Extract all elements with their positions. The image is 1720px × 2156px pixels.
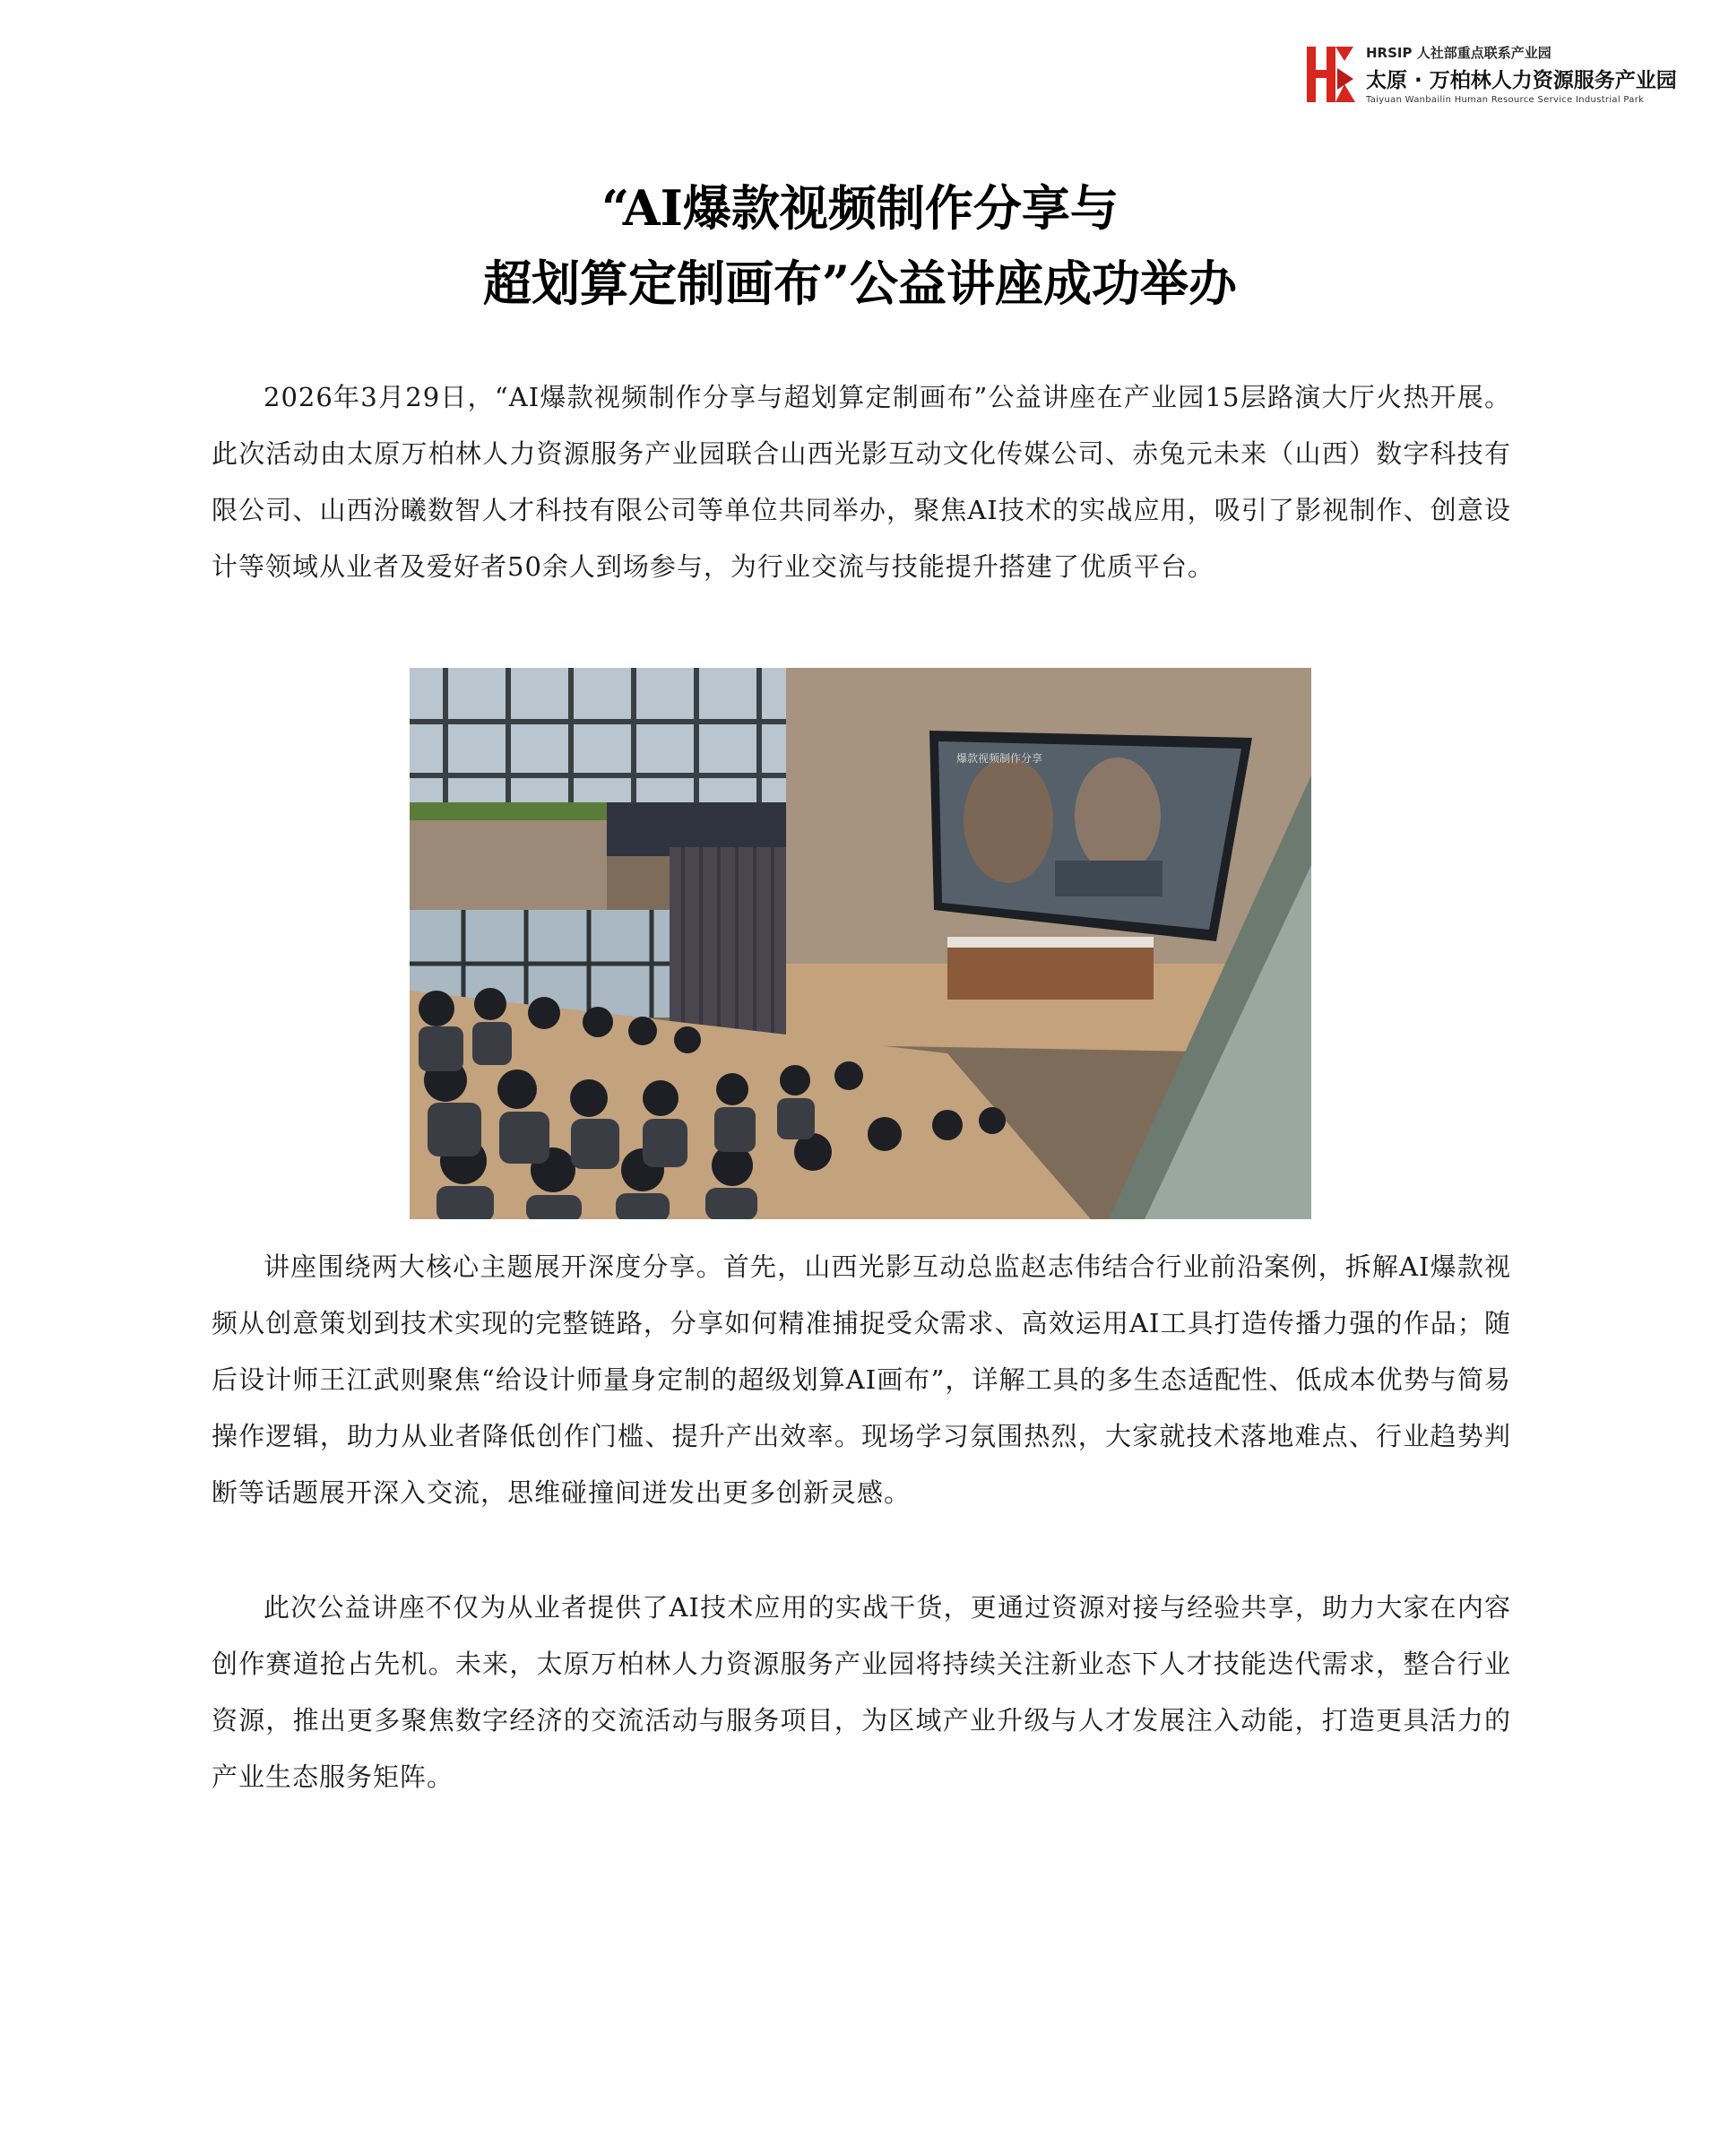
- header-logo: [1305, 43, 1681, 108]
- event-photo: [410, 668, 1311, 1219]
- logo-line2: 太原 · 万柏林人力资源服务产业园: [1366, 69, 1677, 92]
- article-title: [0, 170, 1720, 321]
- paragraph-3: 此次公益讲座不仅为从业者提供了AI技术应用的实战干货，更通过资源对接与经验共享，助力大家在内容创作赛道抢占先机。未来，太原万柏林人力资源服务产业园将持续关注新业态下人才技能迭代需求，整合行业资源，推出更多聚焦数字经济的交流活动与服务项目，为区域产业升级与人才发展注入动能，打造更具活力的产业生态服务矩阵。: [212, 1592, 1511, 1792]
- logo-line3: Taiyuan Wanbailin Human Resource Service Industrial Park: [1366, 95, 1645, 105]
- title-line1: “AI爆款视频制作分享与: [601, 179, 1119, 237]
- paragraph-2: 讲座围绕两大核心主题展开深度分享。首先，山西光影互动总监赵志伟结合行业前沿案例，拆解AI爆款视频从创意策划到技术实现的完整链路，分享如何精准捕捉受众需求、高效运用AI工具打造传播力强的作品；随后设计师王江武则聚焦“给设计师量身定制的超级划算AI画布”，详解工具的多生态适配性、低成本优势与简易操作逻辑，助力从业者降低创作门槛、提升产出效率。现场学习氛围热烈，大家就技术落地难点、行业趋势判断等话题展开深入交流，思维碰撞间迸发出更多创新灵感。: [212, 1251, 1511, 1508]
- title-line2: 超划算定制画布”公益讲座成功举办: [482, 255, 1238, 312]
- hr-logo-icon: [1305, 43, 1357, 106]
- paragraph-1: 2026年3月29日，“AI爆款视频制作分享与超划算定制画布”公益讲座在产业园15层路演大厅火热开展。此次活动由太原万柏林人力资源服务产业园联合山西光影互动文化传媒公司、赤兔元未来（山西）数字科技有限公司、山西汾曦数智人才科技有限公司等单位共同举办，聚焦AI技术的实战应用，吸引了影视制作、创意设计等领域从业者及爱好者50余人到场参与，为行业交流与技能提升搭建了优质平台。: [212, 382, 1511, 582]
- screen-caption: 爆款视频制作分享: [956, 752, 1043, 765]
- logo-line1: HRSIP 人社部重点联系产业园: [1366, 45, 1551, 61]
- logo-text: [1366, 43, 1689, 105]
